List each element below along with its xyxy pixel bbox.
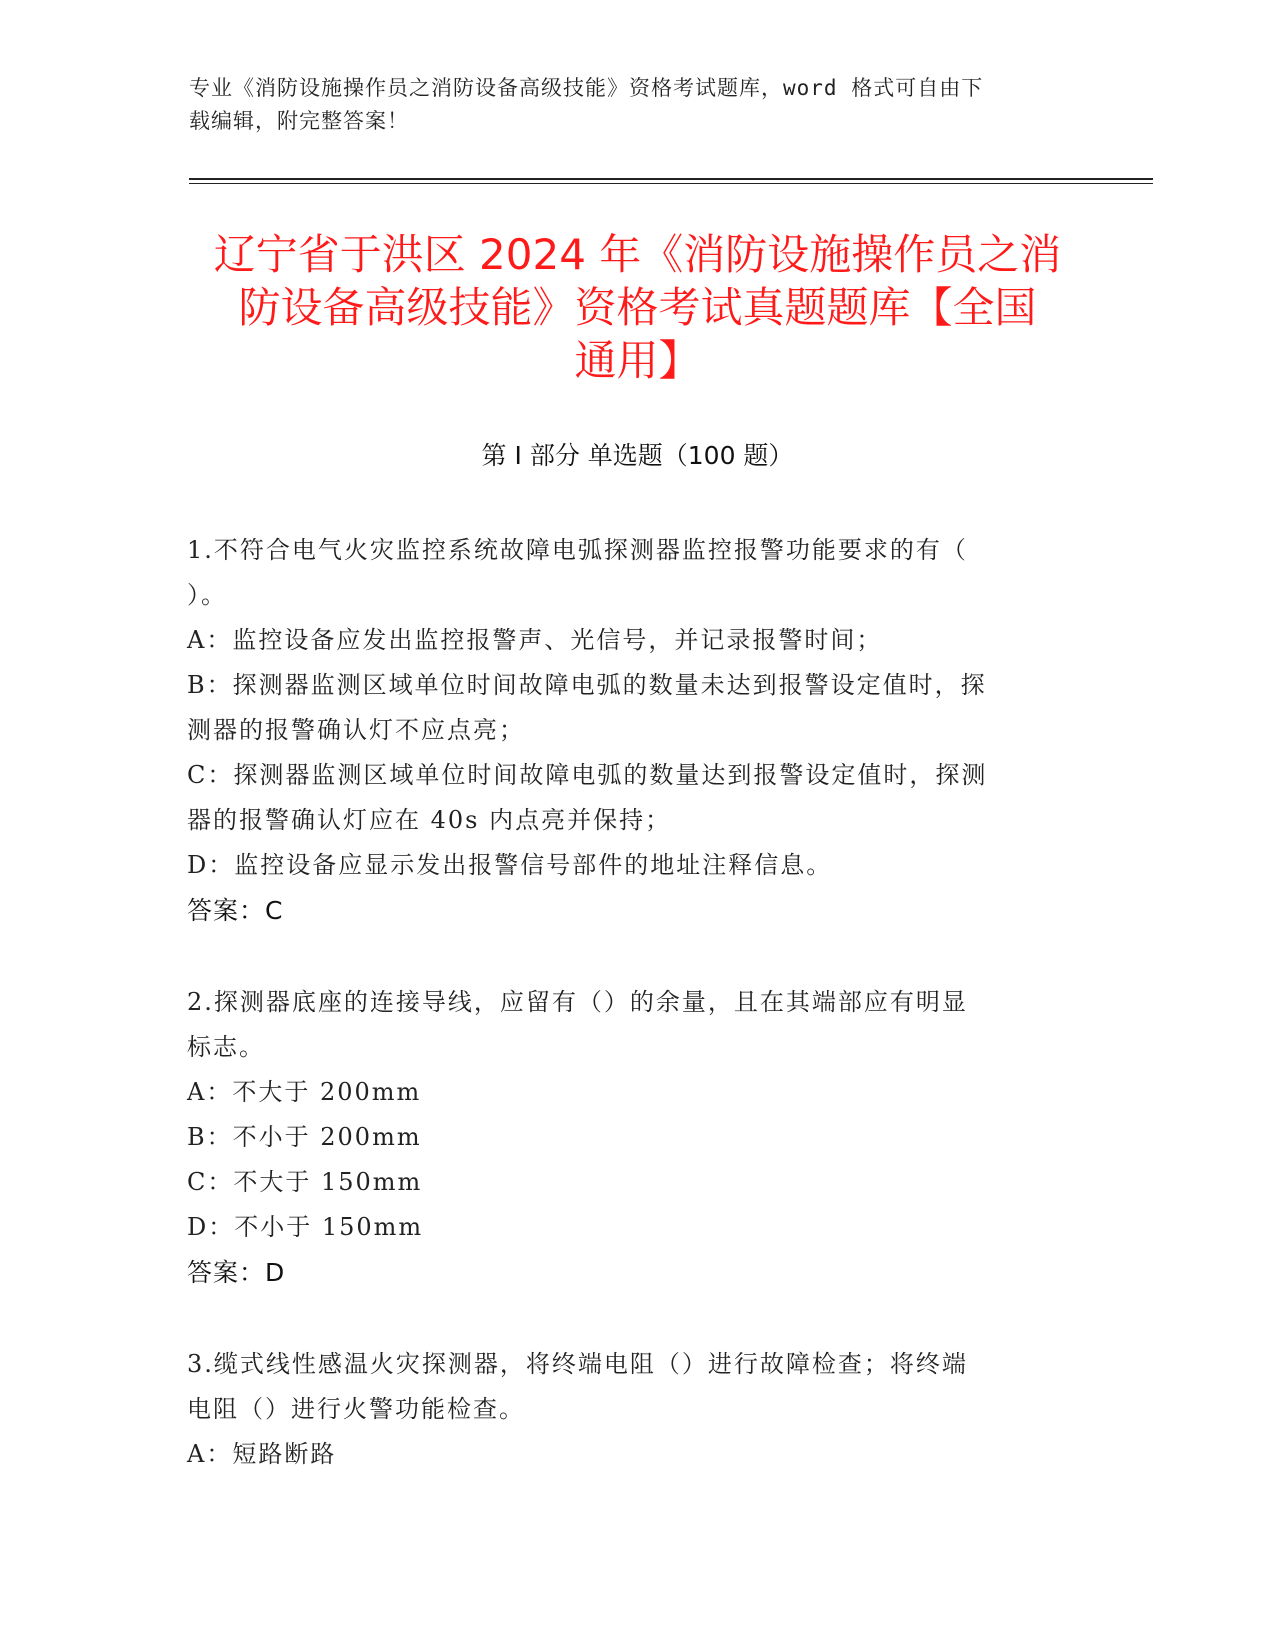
question-1 xyxy=(187,528,1067,933)
answer: 答案：C xyxy=(187,896,284,925)
header-note-line2: 载编辑，附完整答案！ xyxy=(189,109,409,133)
question-stem-line1: 1.不符合电气火灾监控系统故障电弧探测器监控报警功能要求的有（ xyxy=(187,536,968,564)
title-line1: 辽宁省于洪区 2024 年《消防设施操作员之消 xyxy=(213,230,1062,279)
header-note xyxy=(189,72,1069,138)
option-b-line1: B：探测器监测区域单位时间故障电弧的数量未达到报警设定值时，探 xyxy=(187,671,987,699)
option-b-line2: 测器的报警确认灯不应点亮； xyxy=(187,716,525,744)
question-2 xyxy=(187,980,1067,1295)
answer: 答案：D xyxy=(187,1258,286,1287)
option-c-line1: C：探测器监测区域单位时间故障电弧的数量达到报警设定值时，探测 xyxy=(187,761,988,789)
header-note-line1: 专业《消防设施操作员之消防设备高级技能》资格考试题库，word 格式可自由下 xyxy=(189,76,984,100)
option-a: A：监控设备应发出监控报警声、光信号，并记录报警时间； xyxy=(187,626,883,654)
option-c: C：不大于 150mm xyxy=(187,1168,423,1196)
option-d: D：监控设备应显示发出报警信号部件的地址注释信息。 xyxy=(187,851,833,879)
option-a: A：不大于 200mm xyxy=(187,1078,422,1106)
option-d: D：不小于 150mm xyxy=(187,1213,424,1241)
title-line2: 防设备高级技能》资格考试真题题库【全国 xyxy=(238,283,1037,332)
question-stem-line2: ）。 xyxy=(187,581,227,609)
title-line3: 通用】 xyxy=(574,336,701,385)
option-b: B：不小于 200mm xyxy=(187,1123,422,1151)
question-stem-line1: 3.缆式线性感温火灾探测器，将终端电阻（）进行故障检查；将终端 xyxy=(187,1350,968,1378)
question-stem-line2: 电阻（）进行火警功能检查。 xyxy=(187,1395,525,1423)
question-3 xyxy=(187,1342,1067,1477)
section-heading: 第 I 部分 单选题（100 题） xyxy=(481,441,794,470)
question-stem-line2: 标志。 xyxy=(187,1033,265,1061)
header-divider-thick xyxy=(189,178,1153,180)
option-c-line2: 器的报警确认灯应在 40s 内点亮并保持； xyxy=(187,806,672,834)
option-a: A：短路断路 xyxy=(187,1440,337,1468)
question-stem-line1: 2.探测器底座的连接导线，应留有（）的余量，且在其端部应有明显 xyxy=(187,988,968,1016)
header-divider-thin xyxy=(189,183,1153,184)
document-title xyxy=(150,228,1125,387)
